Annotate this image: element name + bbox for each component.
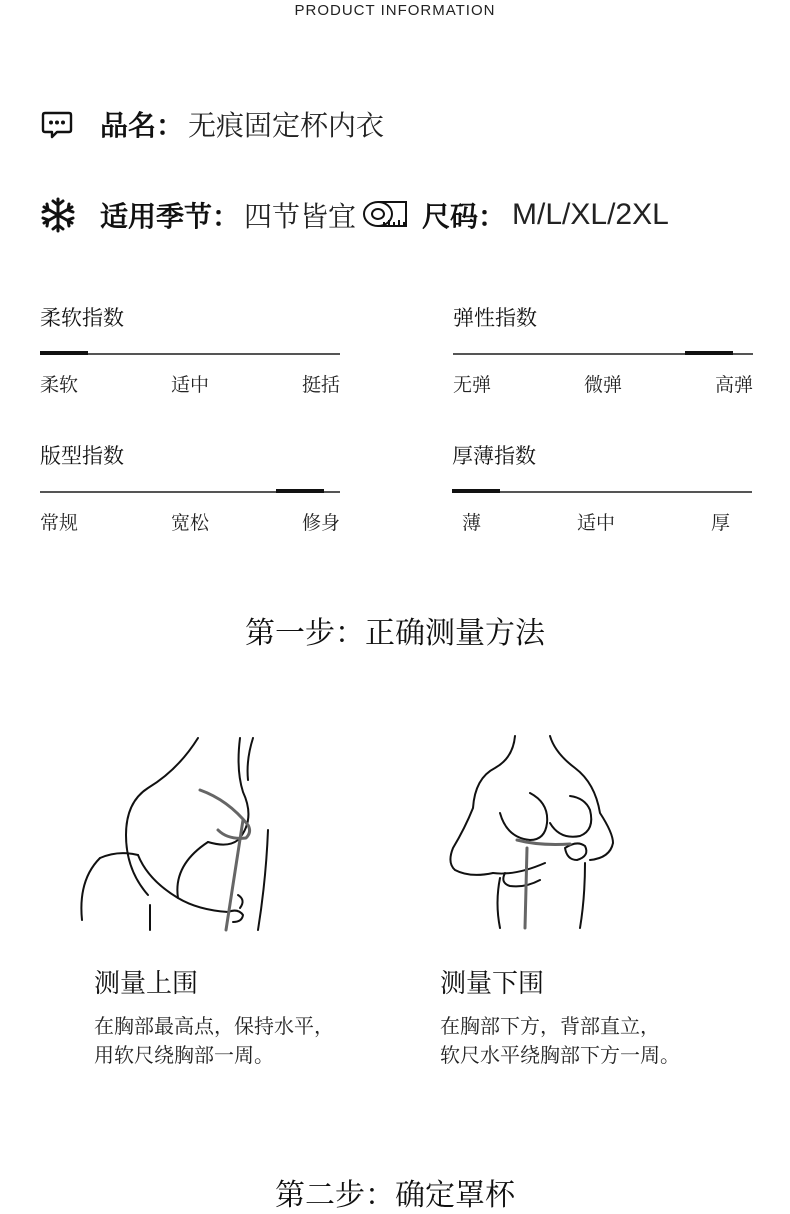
scale-option: 宽松	[170, 512, 209, 534]
description-line: 软尺水平绕胸部下方一周。	[440, 1043, 680, 1067]
scale-title: 柔软指数	[40, 306, 124, 330]
thickness-scale	[452, 440, 752, 535]
scale-title: 厚薄指数	[452, 444, 536, 468]
section-header: PRODUCT INFORMATION	[294, 2, 496, 19]
scale-indicator	[40, 351, 88, 355]
product-name-value: 无痕固定杯内衣	[188, 109, 385, 142]
tape-measure-icon	[362, 197, 410, 233]
under-bust-description	[440, 1012, 680, 1070]
scale-option: 适中	[170, 374, 209, 396]
scale-option: 厚	[710, 512, 730, 534]
scale-track	[453, 352, 753, 356]
description-line: 在胸部最高点，保持水平，	[94, 1014, 334, 1038]
scale-option: 常规	[40, 512, 79, 534]
description-line: 在胸部下方，背部直立，	[440, 1014, 660, 1038]
scale-title: 弹性指数	[453, 306, 537, 330]
scale-option: 适中	[576, 512, 615, 534]
scale-option: 挺括	[301, 374, 340, 396]
description-line: 用软尺绕胸部一周。	[94, 1043, 274, 1067]
scale-track	[40, 490, 340, 494]
step1-title: 第一步：正确测量方法	[245, 616, 545, 651]
upper-bust-illustration	[78, 730, 278, 939]
snowflake-icon	[40, 197, 76, 233]
step2-title: 第二步：确定罩杯	[275, 1178, 515, 1213]
size-label: 尺码：	[422, 200, 507, 233]
size-value: M/L/XL/2XL	[512, 198, 669, 231]
scale-option: 微弹	[583, 374, 622, 396]
product-name-label: 品名：	[100, 109, 185, 142]
elasticity-scale	[453, 302, 753, 397]
season-label: 适用季节：	[100, 200, 241, 233]
upper-bust-title: 测量上围	[94, 969, 199, 999]
scale-option: 柔软	[40, 374, 79, 396]
under-bust-title: 测量下围	[440, 969, 545, 999]
upper-bust-description	[94, 1012, 334, 1070]
product-name-row	[40, 104, 384, 144]
scale-option: 薄	[462, 512, 482, 534]
scale-track	[452, 490, 752, 494]
softness-scale	[40, 302, 340, 397]
scale-option: 无弹	[453, 374, 492, 396]
scale-title: 版型指数	[40, 444, 124, 468]
under-bust-illustration	[445, 728, 625, 937]
season-size-row	[40, 195, 669, 235]
scale-indicator	[276, 489, 324, 493]
scale-track	[40, 352, 340, 356]
fit-scale	[40, 440, 340, 535]
season-value: 四节皆宜	[244, 200, 357, 233]
scale-option: 高弹	[714, 374, 753, 396]
scale-indicator	[452, 489, 500, 493]
chat-bubble-icon	[40, 107, 74, 141]
scale-indicator	[685, 351, 733, 355]
scale-option: 修身	[301, 512, 340, 534]
